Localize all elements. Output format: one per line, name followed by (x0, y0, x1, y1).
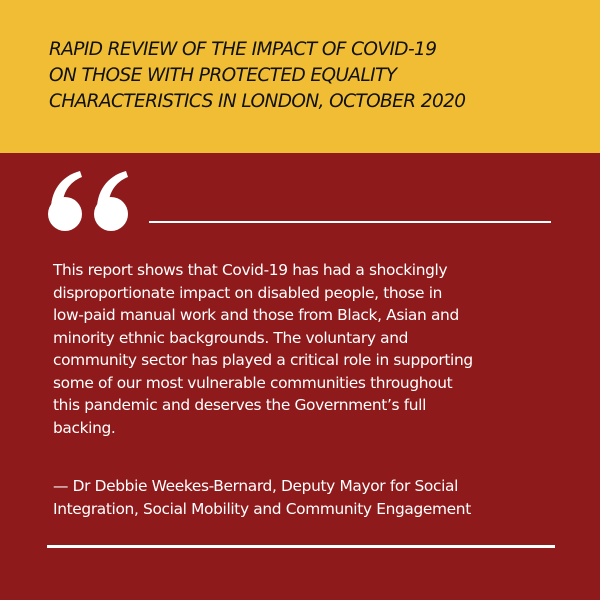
report-title: RAPID REVIEW OF THE IMPACT OF COVID-19 ON THOSE WITH PROTECTED EQUALITY CHARACTERISTICS IN LONDON, OCTOBER 2020 (49, 39, 466, 112)
quote-panel (0, 153, 600, 600)
header-banner (0, 0, 600, 153)
quote-mark-icon (47, 170, 131, 234)
bottom-divider (47, 545, 555, 548)
quote-text: This report shows that Covid-19 has had a shockingly disproportionate impact on disabled people, those in low-paid manual work and those from Black, Asian and minority ethnic backgrounds. The voluntary and community sector has played a critical role in supporting some of our most vulnerable communities throughout this pandemic and deserves the Government’s full backing. (53, 261, 473, 437)
quote-divider (149, 221, 551, 223)
quote-attribution: — Dr Debbie Weekes-Bernard, Deputy Mayor for Social Integration, Social Mobility and Community Engagement (53, 477, 471, 518)
